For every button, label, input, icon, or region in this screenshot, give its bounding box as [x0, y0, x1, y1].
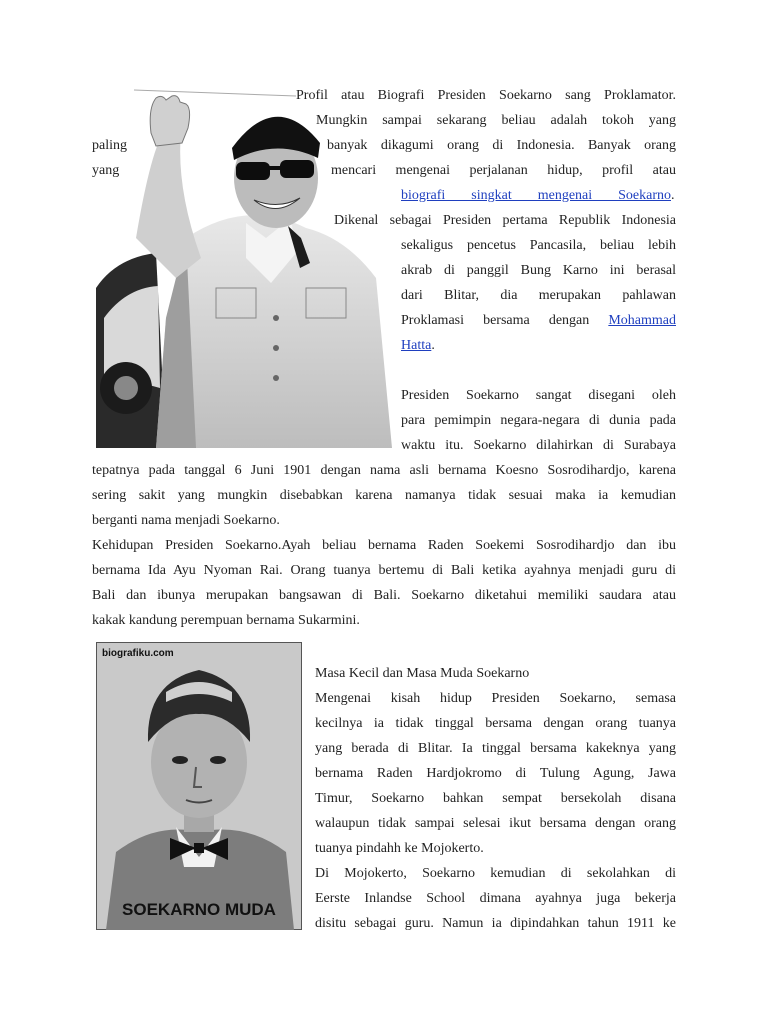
section-line-8: Di Mojokerto, Soekarno kemudian di sekolahkan di — [315, 866, 676, 881]
para2-line-1: Presiden Soekarno sangat disegani oleh — [401, 388, 676, 403]
mohammad-hatta-link-part2[interactable]: Hatta — [401, 338, 432, 353]
soekarno-biography-link[interactable]: biografi singkat mengenai Soekarno — [401, 188, 671, 203]
intro-line-10 — [401, 311, 676, 331]
para2-line-2: para pemimpin negara-negara di dunia pada — [401, 413, 676, 428]
para3-line-4: kakak kandung perempuan bernama Sukarmini. — [92, 613, 360, 628]
para2-line-6: berganti nama menjadi Soekarno. — [92, 513, 280, 528]
section-line-5: Timur, Soekarno bahkan sempat bersekolah disana — [315, 791, 676, 806]
para2-line-5: sering sakit yang mungkin disebabkan karena namanya tidak sesuai maka ia kemudian — [92, 488, 676, 503]
intro-line-1: Profil atau Biografi Presiden Soekarno sang Proklamator. — [296, 88, 676, 103]
intro-line-4-start: yang — [92, 163, 120, 178]
intro-line-4: mencari mengenai perjalanan hidup, profil atau — [331, 163, 676, 178]
intro-line-5-end: . — [671, 188, 675, 203]
photo-caption: SOEKARNO MUDA — [122, 900, 276, 919]
mohammad-hatta-link-part1[interactable]: Mohammad — [608, 313, 676, 328]
section-line-7: tuanya pindahh ke Mojokerto. — [315, 841, 484, 856]
para2-line-4: tepatnya pada tanggal 6 Juni 1901 dengan nama asli bernama Koesno Sosrodihardjo, karena — [92, 463, 676, 478]
young-soekarno-portrait — [96, 642, 302, 930]
section-heading: Masa Kecil dan Masa Muda Soekarno — [315, 666, 530, 681]
intro-line-9: dari Blitar, dia merupakan pahlawan — [401, 288, 676, 303]
intro-line-3: banyak dikagumi orang di Indonesia. Banyak orang — [327, 138, 676, 153]
intro-line-8: akrab di panggil Bung Karno ini berasal — [401, 263, 676, 278]
section-line-4: bernama Raden Hardjokromo di Tulung Agung, Jawa — [315, 766, 676, 781]
para3-line-1: Kehidupan Presiden Soekarno.Ayah beliau bernama Raden Soekemi Sosrodihardjo dan ibu — [92, 538, 676, 553]
section-line-9: Eerste Inlandse School dimana ayahnya juga bekerja — [315, 891, 676, 906]
intro-line-6: Dikenal sebagai Presiden pertama Republik Indonesia — [334, 213, 676, 228]
intro-line-10-text: Proklamasi bersama dengan — [401, 313, 590, 328]
para3-line-3: Bali dan ibunya merupakan bangsawan di Bali. Soekarno diketahui memiliki saudara atau — [92, 588, 676, 603]
section-line-6: walaupun tidak sampai selesai ikut bersama dengan orang — [315, 816, 676, 831]
para2-line-3: waktu itu. Soekarno dilahirkan di Surabaya — [401, 438, 676, 453]
section-line-2: kecilnya ia tidak tinggal bersama dengan orang tuanya — [315, 716, 676, 731]
section-line-10: disitu sebagai guru. Namun ia dipindahkan tahun 1911 ke — [315, 916, 676, 931]
intro-line-5 — [401, 186, 676, 206]
intro-line-11 — [401, 336, 435, 356]
para3-line-2: bernama Ida Ayu Nyoman Rai. Orang tuanya bertemu di Bali ketika ayahnya menjadi guru di — [92, 563, 676, 578]
intro-line-3-start: paling — [92, 138, 127, 153]
section-line-1: Mengenai kisah hidup Presiden Soekarno, semasa — [315, 691, 676, 706]
section-line-3: yang berada di Blitar. Ia tinggal bersama kakeknya yang — [315, 741, 676, 756]
intro-line-7: sekaligus pencetus Pancasila, beliau lebih — [401, 238, 676, 253]
soekarno-muda-photo — [96, 642, 302, 930]
intro-line-2: Mungkin sampai sekarang beliau adalah tokoh yang — [316, 113, 676, 128]
intro-line-11-end: . — [431, 338, 435, 353]
photo-watermark: biografiku.com — [102, 648, 174, 659]
